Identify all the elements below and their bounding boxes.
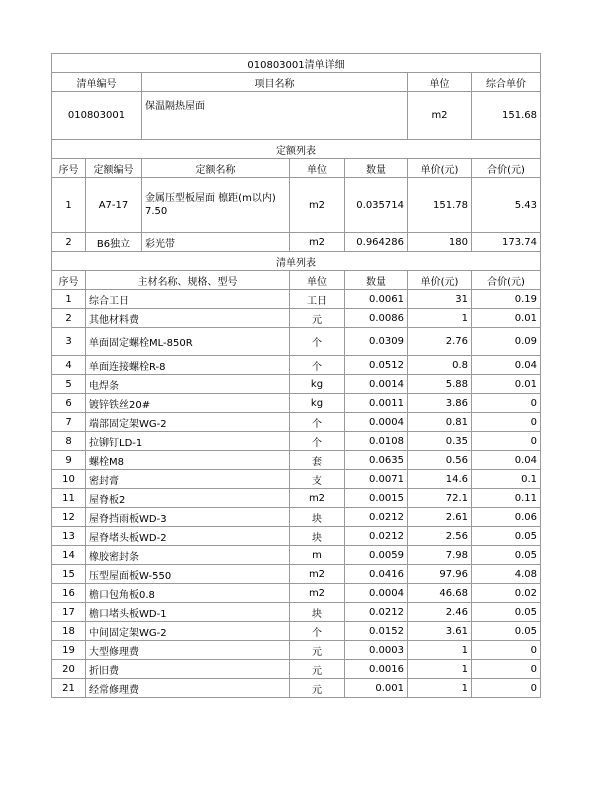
item-price: 151.68 — [472, 92, 541, 140]
material-qty: 0.0003 — [345, 641, 408, 660]
material-price: 72.1 — [408, 489, 472, 508]
material-row — [52, 679, 541, 698]
material-name: 单面连接螺栓R-8 — [86, 356, 290, 375]
material-qty: 0.0212 — [345, 508, 408, 527]
material-total: 0.09 — [472, 328, 541, 356]
sheet-title: 010803001清单详细 — [52, 54, 541, 73]
material-no: 18 — [52, 622, 86, 641]
material-price: 31 — [408, 290, 472, 309]
material-name: 屋脊堵头板WD-2 — [86, 527, 290, 546]
material-name: 综合工日 — [86, 290, 290, 309]
material-col-qty: 数量 — [345, 271, 408, 290]
material-row — [52, 375, 541, 394]
quota-col-price: 单价(元) — [408, 159, 472, 178]
material-price: 0.35 — [408, 432, 472, 451]
material-unit: 工日 — [290, 290, 345, 309]
material-price: 0.81 — [408, 413, 472, 432]
material-qty: 0.001 — [345, 679, 408, 698]
material-price: 5.88 — [408, 375, 472, 394]
material-total: 4.08 — [472, 565, 541, 584]
material-name: 折旧费 — [86, 660, 290, 679]
material-qty: 0.0071 — [345, 470, 408, 489]
material-section-title: 清单列表 — [52, 252, 541, 271]
item-name: 保温隔热屋面 — [142, 92, 408, 140]
material-no: 6 — [52, 394, 86, 413]
material-unit: m2 — [290, 489, 345, 508]
material-total: 0 — [472, 394, 541, 413]
material-total: 0.04 — [472, 356, 541, 375]
material-qty: 0.0011 — [345, 394, 408, 413]
item-unit: m2 — [408, 92, 472, 140]
material-unit: 个 — [290, 413, 345, 432]
material-unit: m — [290, 546, 345, 565]
material-unit: 个 — [290, 622, 345, 641]
material-no: 3 — [52, 328, 86, 356]
material-col-total: 合价(元) — [472, 271, 541, 290]
material-qty: 0.0059 — [345, 546, 408, 565]
quota-col-no: 序号 — [52, 159, 86, 178]
material-row — [52, 660, 541, 679]
material-col-price: 单价(元) — [408, 271, 472, 290]
material-unit: m2 — [290, 584, 345, 603]
header-price: 综合单价 — [472, 73, 541, 92]
material-qty: 0.0512 — [345, 356, 408, 375]
material-name: 其他材料费 — [86, 309, 290, 328]
quota-col-unit: 单位 — [290, 159, 345, 178]
material-no: 19 — [52, 641, 86, 660]
material-qty: 0.0004 — [345, 584, 408, 603]
material-total: 0.11 — [472, 489, 541, 508]
material-name: 单面固定螺栓ML-850R — [86, 328, 290, 356]
material-no: 12 — [52, 508, 86, 527]
material-name: 螺栓M8 — [86, 451, 290, 470]
material-total: 0.02 — [472, 584, 541, 603]
quota-qty: 0.964286 — [345, 233, 408, 252]
material-no: 11 — [52, 489, 86, 508]
material-qty: 0.0004 — [345, 413, 408, 432]
material-qty: 0.0309 — [345, 328, 408, 356]
quota-col-name: 定额名称 — [142, 159, 290, 178]
material-price: 1 — [408, 679, 472, 698]
material-unit: 个 — [290, 328, 345, 356]
material-row — [52, 356, 541, 375]
material-row — [52, 432, 541, 451]
material-name: 檐口包角板0.8 — [86, 584, 290, 603]
quota-row — [52, 178, 541, 233]
material-unit: 支 — [290, 470, 345, 489]
material-total: 0.04 — [472, 451, 541, 470]
quota-row — [52, 233, 541, 252]
material-no: 16 — [52, 584, 86, 603]
material-total: 0 — [472, 641, 541, 660]
material-price: 14.6 — [408, 470, 472, 489]
material-price: 3.86 — [408, 394, 472, 413]
material-name: 电焊条 — [86, 375, 290, 394]
material-unit: 块 — [290, 603, 345, 622]
material-unit: m2 — [290, 565, 345, 584]
material-unit: 元 — [290, 309, 345, 328]
material-unit: kg — [290, 394, 345, 413]
material-total: 0.05 — [472, 527, 541, 546]
material-name: 中间固定架WG-2 — [86, 622, 290, 641]
header-code: 清单编号 — [52, 73, 142, 92]
header-unit: 单位 — [408, 73, 472, 92]
material-no: 7 — [52, 413, 86, 432]
material-row — [52, 622, 541, 641]
material-qty: 0.0212 — [345, 603, 408, 622]
material-no: 21 — [52, 679, 86, 698]
material-name: 压型屋面板W-550 — [86, 565, 290, 584]
material-no: 8 — [52, 432, 86, 451]
material-no: 9 — [52, 451, 86, 470]
quota-unit: m2 — [290, 178, 345, 233]
material-name: 镀锌铁丝20# — [86, 394, 290, 413]
quota-no: 2 — [52, 233, 86, 252]
material-price: 3.61 — [408, 622, 472, 641]
material-total: 0.19 — [472, 290, 541, 309]
material-col-unit: 单位 — [290, 271, 345, 290]
material-unit: 个 — [290, 432, 345, 451]
bill-detail-sheet — [51, 53, 540, 698]
material-qty: 0.0015 — [345, 489, 408, 508]
material-name: 密封膏 — [86, 470, 290, 489]
material-row — [52, 290, 541, 309]
material-unit: 元 — [290, 660, 345, 679]
material-total: 0.1 — [472, 470, 541, 489]
material-name: 屋脊板2 — [86, 489, 290, 508]
material-row — [52, 584, 541, 603]
material-no: 17 — [52, 603, 86, 622]
material-price: 97.96 — [408, 565, 472, 584]
quota-col-qty: 数量 — [345, 159, 408, 178]
material-total: 0.01 — [472, 375, 541, 394]
quota-code: A7-17 — [86, 178, 142, 233]
material-col-name: 主材名称、规格、型号 — [86, 271, 290, 290]
material-no: 13 — [52, 527, 86, 546]
material-price: 0.8 — [408, 356, 472, 375]
material-price: 2.56 — [408, 527, 472, 546]
material-unit: 块 — [290, 527, 345, 546]
material-no: 15 — [52, 565, 86, 584]
material-unit: 元 — [290, 679, 345, 698]
material-row — [52, 309, 541, 328]
item-code: 010803001 — [52, 92, 142, 140]
quota-col-total: 合价(元) — [472, 159, 541, 178]
material-price: 46.68 — [408, 584, 472, 603]
material-row — [52, 328, 541, 356]
bill-detail-table — [51, 53, 541, 698]
material-no: 4 — [52, 356, 86, 375]
material-price: 2.76 — [408, 328, 472, 356]
material-price: 2.46 — [408, 603, 472, 622]
material-qty: 0.0108 — [345, 432, 408, 451]
material-no: 5 — [52, 375, 86, 394]
material-row — [52, 527, 541, 546]
material-unit: kg — [290, 375, 345, 394]
material-total: 0 — [472, 432, 541, 451]
quota-price: 180 — [408, 233, 472, 252]
material-price: 0.56 — [408, 451, 472, 470]
material-no: 1 — [52, 290, 86, 309]
material-no: 20 — [52, 660, 86, 679]
material-total: 0.05 — [472, 622, 541, 641]
quota-col-code: 定额编号 — [86, 159, 142, 178]
material-row — [52, 546, 541, 565]
material-name: 拉铆钉LD-1 — [86, 432, 290, 451]
material-row — [52, 603, 541, 622]
material-row — [52, 489, 541, 508]
material-unit: 个 — [290, 356, 345, 375]
material-total: 0.06 — [472, 508, 541, 527]
quota-no: 1 — [52, 178, 86, 233]
material-price: 1 — [408, 641, 472, 660]
header-name: 项目名称 — [142, 73, 408, 92]
material-unit: 套 — [290, 451, 345, 470]
material-qty: 0.0086 — [345, 309, 408, 328]
material-qty: 0.0635 — [345, 451, 408, 470]
quota-price: 151.78 — [408, 178, 472, 233]
material-total: 0 — [472, 679, 541, 698]
material-qty: 0.0416 — [345, 565, 408, 584]
material-name: 屋脊挡雨板WD-3 — [86, 508, 290, 527]
material-qty: 0.0212 — [345, 527, 408, 546]
material-name: 经常修理费 — [86, 679, 290, 698]
material-name: 檐口堵头板WD-1 — [86, 603, 290, 622]
material-qty: 0.0016 — [345, 660, 408, 679]
material-price: 7.98 — [408, 546, 472, 565]
material-total: 0.05 — [472, 546, 541, 565]
material-row — [52, 641, 541, 660]
quota-total: 5.43 — [472, 178, 541, 233]
quota-name: 彩光带 — [142, 233, 290, 252]
material-row — [52, 451, 541, 470]
quota-qty: 0.035714 — [345, 178, 408, 233]
material-name: 橡胶密封条 — [86, 546, 290, 565]
material-total: 0 — [472, 660, 541, 679]
material-no: 10 — [52, 470, 86, 489]
material-price: 1 — [408, 309, 472, 328]
quota-total: 173.74 — [472, 233, 541, 252]
material-price: 1 — [408, 660, 472, 679]
material-unit: 块 — [290, 508, 345, 527]
quota-section-title: 定额列表 — [52, 140, 541, 159]
material-row — [52, 508, 541, 527]
material-qty: 0.0152 — [345, 622, 408, 641]
material-total: 0 — [472, 413, 541, 432]
material-total: 0.01 — [472, 309, 541, 328]
material-price: 2.61 — [408, 508, 472, 527]
quota-unit: m2 — [290, 233, 345, 252]
quota-name: 金属压型板屋面 檩距(m以内) 7.50 — [142, 178, 290, 233]
material-qty: 0.0014 — [345, 375, 408, 394]
material-name: 大型修理费 — [86, 641, 290, 660]
material-no: 14 — [52, 546, 86, 565]
material-row — [52, 470, 541, 489]
material-total: 0.05 — [472, 603, 541, 622]
material-row — [52, 394, 541, 413]
material-unit: 元 — [290, 641, 345, 660]
material-name: 端部固定架WG-2 — [86, 413, 290, 432]
material-no: 2 — [52, 309, 86, 328]
material-qty: 0.0061 — [345, 290, 408, 309]
material-row — [52, 413, 541, 432]
quota-code: B6独立 — [86, 233, 142, 252]
material-row — [52, 565, 541, 584]
material-col-no: 序号 — [52, 271, 86, 290]
